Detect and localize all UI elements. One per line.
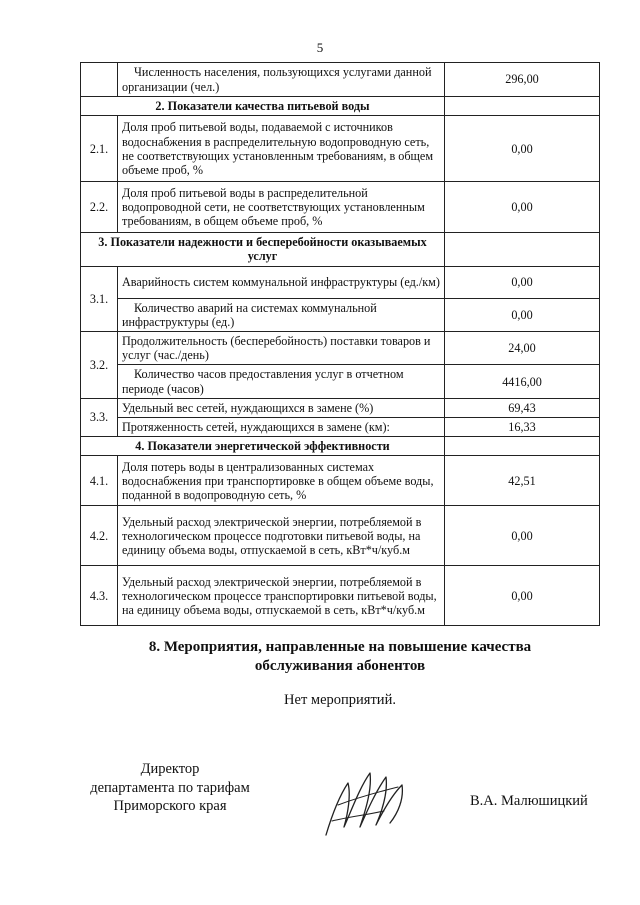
- table-row: [81, 398, 600, 417]
- indicator-value-cell: 0,00: [445, 506, 600, 566]
- table-row: [81, 418, 600, 437]
- section-header-row: [81, 233, 600, 266]
- indicator-name-cell: Доля потерь воды в централизованных системах водоснабжения при транспортировке в общем объеме воды, поданной в водопроводную сеть, %: [118, 456, 445, 506]
- indicator-name-cell: Удельный вес сетей, нуждающихся в замене (%): [118, 398, 445, 417]
- section-4-header: 4. Показатели энергетической эффективности: [81, 437, 445, 456]
- empty-cell: [445, 233, 600, 266]
- row-number-cell: 2.1.: [81, 116, 118, 182]
- position-line-3: Приморского края: [113, 798, 227, 814]
- indicator-name-cell: Удельный расход электрической энергии, потребляемой в технологическом процессе подготовки питьевой воды, на единицу объема воды, отпускаемой в сеть, кВт*ч/куб.м: [118, 506, 445, 566]
- row-number-cell: 3.1.: [81, 266, 118, 331]
- table-row: [81, 332, 600, 365]
- table-row: [81, 298, 600, 331]
- empty-cell: [445, 437, 600, 456]
- table-row: [81, 456, 600, 506]
- indicator-value-cell: 0,00: [445, 566, 600, 626]
- indicator-name-cell: Аварийность систем коммунальной инфраструктуры (ед./км): [118, 266, 445, 298]
- indicator-value-cell: 0,00: [445, 182, 600, 233]
- table-row: [81, 116, 600, 182]
- empty-cell: [445, 97, 600, 116]
- indicator-value-cell: 0,00: [445, 116, 600, 182]
- indicator-value-cell: 42,51: [445, 456, 600, 506]
- section-8-body: Нет мероприятий.: [284, 692, 396, 708]
- row-number-cell: 3.2.: [81, 332, 118, 399]
- section-8-title-line-2: обслуживания абонентов: [254, 658, 426, 674]
- position-line-2: департамента по тарифам: [90, 779, 250, 796]
- row-number-cell: [81, 63, 118, 97]
- indicator-value-cell: 0,00: [445, 266, 600, 298]
- row-number-cell: 4.1.: [81, 456, 118, 506]
- indicator-value-cell: 24,00: [445, 332, 600, 365]
- table-row: [81, 182, 600, 233]
- row-number-cell: 4.2.: [81, 506, 118, 566]
- row-number-cell: 3.3.: [81, 398, 118, 436]
- position-line-1: Директор: [140, 761, 200, 777]
- section-header-row: [81, 437, 600, 456]
- section-header-row: [81, 97, 600, 116]
- indicator-name-cell: Численность населения, пользующихся услугами данной организации (чел.): [118, 63, 445, 97]
- table-row: [81, 506, 600, 566]
- indicator-name-cell: Количество часов предоставления услуг в отчетном периоде (часов): [118, 365, 445, 398]
- indicator-value-cell: 69,43: [445, 398, 600, 417]
- signatory-name: В.А. Малюшицкий: [470, 793, 588, 809]
- indicator-value-cell: 0,00: [445, 298, 600, 331]
- table-row: [81, 566, 600, 626]
- page-number: 5: [316, 40, 324, 55]
- section-2-header: 2. Показатели качества питьевой воды: [81, 97, 445, 116]
- table-row: [81, 365, 600, 398]
- section-8-heading: [0, 638, 640, 676]
- section-3-header: 3. Показатели надежности и бесперебойности оказываемых услуг: [81, 233, 445, 266]
- handwritten-signature: [318, 765, 408, 840]
- indicator-name-cell: Продолжительность (бесперебойность) поставки товаров и услуг (час./день): [118, 332, 445, 365]
- indicator-value-cell: 16,33: [445, 418, 600, 437]
- table-row: [81, 63, 600, 97]
- indicators-table: [80, 62, 600, 626]
- indicator-value-cell: 296,00: [445, 63, 600, 97]
- section-8-title-line-1: 8. Мероприятия, направленные на повышение качества: [148, 639, 532, 655]
- row-number-cell: 4.3.: [81, 566, 118, 626]
- row-number-cell: 2.2.: [81, 182, 118, 233]
- signatory-position: [50, 760, 290, 816]
- indicator-name-cell: Удельный расход электрической энергии, потребляемой в технологическом процессе транспортировки питьевой воды, на единицу объема воды, отпускаемой в сеть, кВт*ч/куб.м: [118, 566, 445, 626]
- table-row: [81, 266, 600, 298]
- indicator-value-cell: 4416,00: [445, 365, 600, 398]
- indicator-name-cell: Доля проб питьевой воды, подаваемой с источников водоснабжения в распределительную водопроводную сеть, не соответствующих установленным требованиям, в общем объеме проб, %: [118, 116, 445, 182]
- indicator-name-cell: Протяженность сетей, нуждающихся в замене (км):: [118, 418, 445, 437]
- indicator-name-cell: Количество аварий на системах коммунальной инфраструктуры (ед.): [118, 298, 445, 331]
- indicator-name-cell: Доля проб питьевой воды в распределительной водопроводной сети, не соответствующих установленным требованиям, в общем объеме проб, %: [118, 182, 445, 233]
